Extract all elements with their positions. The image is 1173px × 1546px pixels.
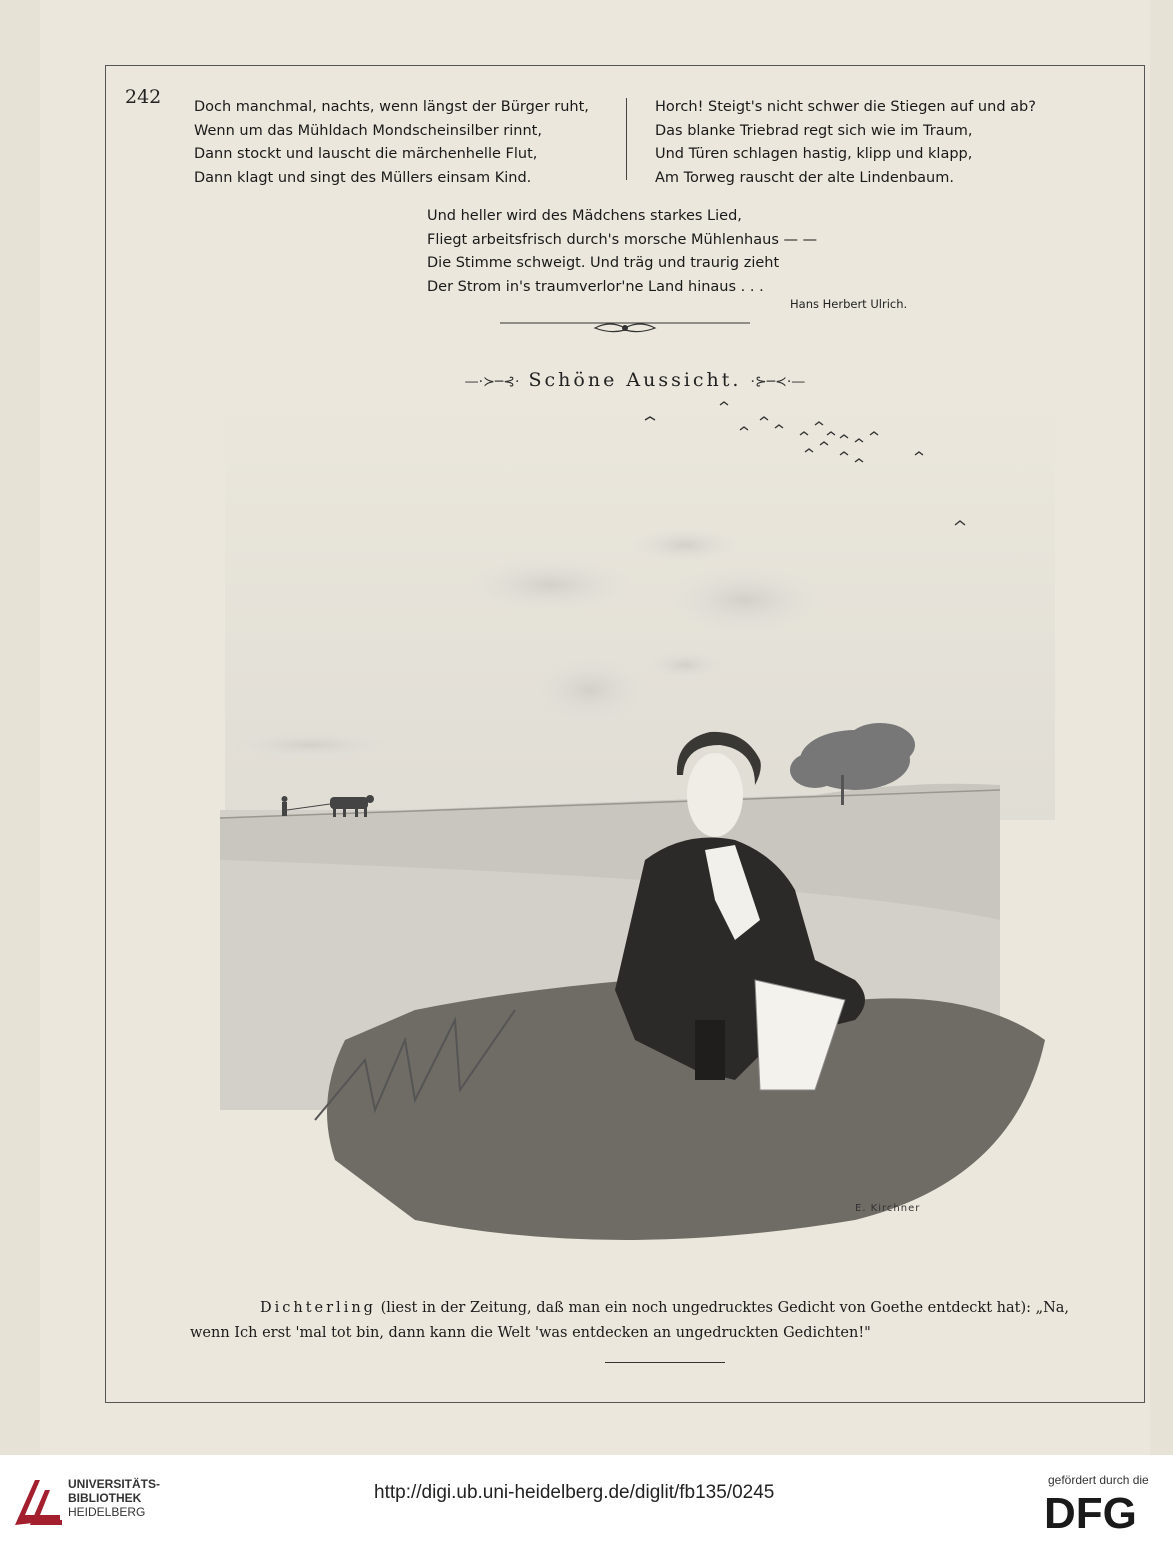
dfg-logo [1042,1488,1160,1533]
poem-line: Fliegt arbeitsfrisch durch's morsche Mühlenhaus — — [427,231,818,248]
poem-line: Dann klagt und singt des Müllers einsam Kind. [194,169,532,186]
poem-right-stanza [655,96,1036,190]
poem-left-stanza [194,96,589,190]
ornament-divider [500,318,750,338]
poem-line: Die Stimme schweigt. Und träg und traurig zieht [427,255,780,271]
cartoon-title [440,369,830,391]
poem-line: Und heller wird des Mädchens starkes Lied, [427,208,742,224]
poem-line: Horch! Steigt's nicht schwer die Stiegen auf und ab? [655,99,1036,115]
library-name [68,1477,160,1519]
poem-line: Doch manchmal, nachts, wenn längst der Bürger ruht, [194,99,589,115]
caption-speaker: Dichterling [260,1300,376,1316]
title-deco-left: —·≻─⊰· [464,374,520,390]
poem-line: Das blanke Triebrad regt sich wie im Traum, [655,122,973,139]
permalink[interactable]: http://digi.ub.uni-heidelberg.de/diglit/fb135/0245 [374,1482,775,1503]
viewer-footer [0,1455,1173,1546]
poem-line: Am Torweg rauscht der alte Lindenbaum. [655,169,954,186]
library-line: HEIDELBERG [68,1505,146,1519]
poem-line: Der Strom in's traumverlor'ne Land hinaus . . . [427,278,764,295]
page-number: 242 [125,86,162,108]
poem-author: Hans Herbert Ulrich. [790,297,908,311]
library-line: BIBLIOTHEK [68,1491,142,1505]
cartoon-title-text: Schöne Aussicht. [528,369,742,391]
poem-final-stanza [427,205,817,299]
poem-line: Und Türen schlagen hastig, klipp und klapp, [655,146,973,162]
title-deco-right: ·⊱─≺·— [750,374,806,390]
funded-by-label: gefördert durch die [1048,1473,1149,1487]
dfg-text: DFG [1044,1489,1137,1533]
poem-line: Dann stockt und lauscht die märchenhelle Flut, [194,146,538,162]
end-rule [605,1362,725,1363]
caption-text: (liest in der Zeitung, daß man ein noch ungedrucktes Gedicht von Goethe entdeckt hat): „Na, wenn Ich erst 'mal tot bin, dann kann die Welt 'was entdecken an ungedruckten Gedichten!" [190,1300,1070,1341]
artist-signature: E. Kirchner [855,1203,921,1214]
library-logo-icon [10,1475,65,1530]
cartoon-caption [190,1296,1080,1346]
poem-line: Wenn um das Mühldach Mondscheinsilber rinnt, [194,122,542,139]
column-divider [626,98,627,180]
cartoon-illustration [215,400,1065,1270]
library-line: UNIVERSITÄTS- [68,1477,161,1491]
